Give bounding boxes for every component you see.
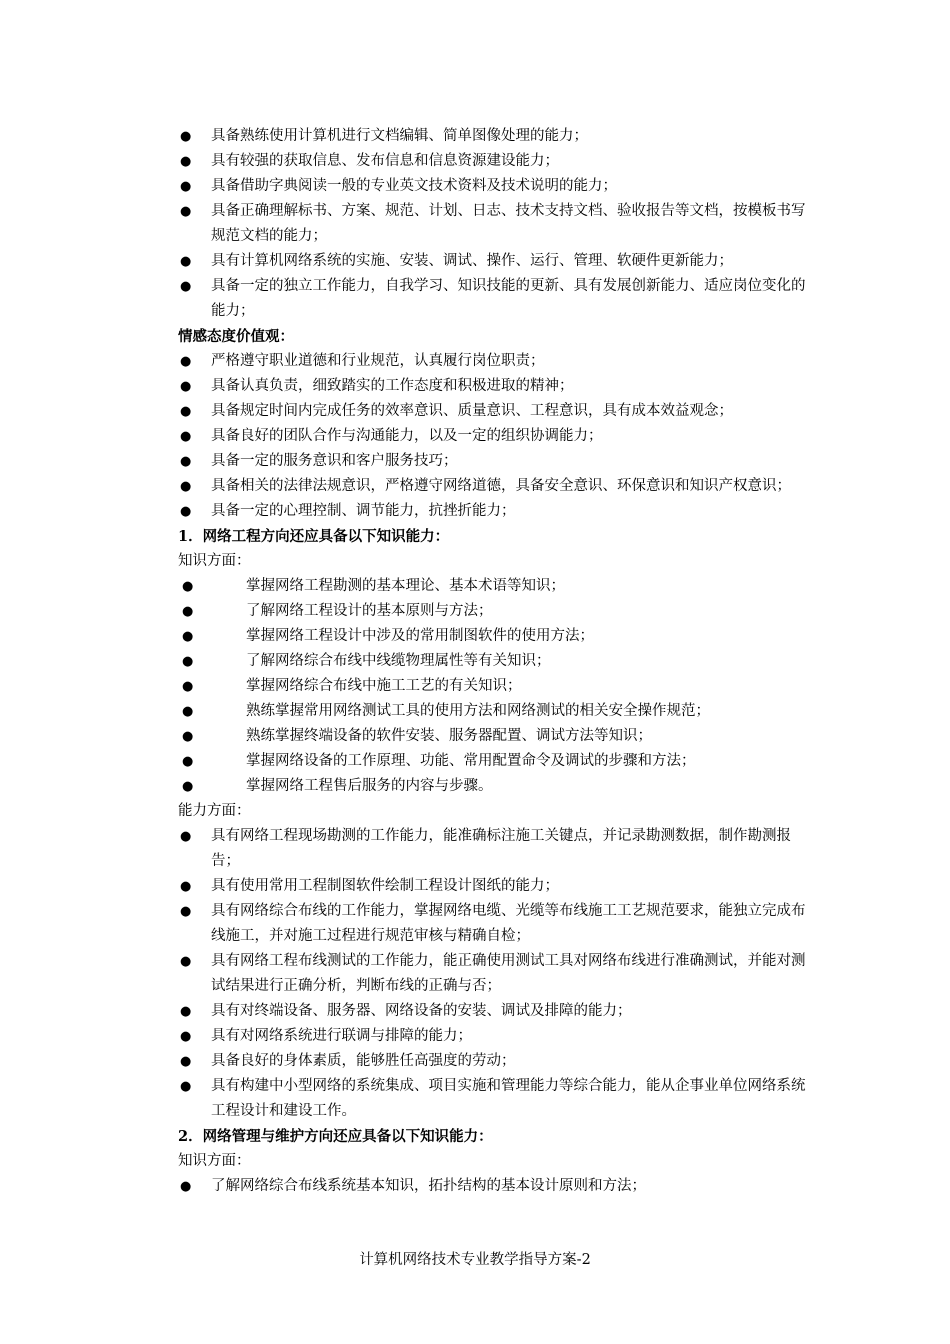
list-item: ● 具有使用常用工程制图软件绘制工程设计图纸的能力； (178, 874, 808, 899)
bullet-icon: ● (180, 1004, 192, 1019)
list-item: ● 掌握网络工程勘测的基本理论、基本术语等知识； (178, 574, 808, 599)
bullet-icon: ● (180, 504, 192, 519)
bullet-icon: ● (180, 1054, 192, 1069)
bullet-icon: ● (180, 454, 192, 469)
list-item: ● 具备一定的心理控制、调节能力，抗挫折能力； (178, 499, 808, 524)
list-item: ● 具备良好的身体素质，能够胜任高强度的劳动； (178, 1049, 808, 1074)
list-item: ● 具有网络综合布线的工作能力，掌握网络电缆、光缆等布线施工工艺规范要求，能独立完成布线施工，并对施工过程进行规范审核与精确自检； (178, 899, 808, 949)
list-item: ● 具有对终端设备、服务器、网络设备的安装、调试及排障的能力； (178, 999, 808, 1024)
list-item: ● 具备借助字典阅读一般的专业英文技术资料及技术说明的能力； (178, 174, 808, 199)
bullet-icon: ● (180, 279, 192, 294)
bullet-icon: ● (180, 204, 192, 219)
bullet-icon: ● (180, 429, 192, 444)
list-item: ● 具备熟练使用计算机进行文档编辑、简单图像处理的能力； (178, 124, 808, 149)
bullet-icon: ● (182, 679, 194, 694)
intro-list (178, 124, 808, 324)
bullet-icon: ● (182, 729, 194, 744)
bullet-icon: ● (180, 179, 192, 194)
bullet-icon: ● (182, 779, 194, 794)
bullet-icon: ● (180, 129, 192, 144)
list-item: ● 具有计算机网络系统的实施、安装、调试、操作、运行、管理、软硬件更新能力； (178, 249, 808, 274)
bullet-icon: ● (182, 704, 194, 719)
list-item: ● 具有网络工程布线测试的工作能力，能正确使用测试工具对网络布线进行准确测试，并能对测试结果进行正确分析，判断布线的正确与否； (178, 949, 808, 999)
bullet-icon: ● (182, 654, 194, 669)
list-item: ● 掌握网络综合布线中施工工艺的有关知识； (178, 674, 808, 699)
list-item: ● 了解网络工程设计的基本原则与方法； (178, 599, 808, 624)
section1-knowledge-label: 知识方面： (178, 553, 251, 569)
page-content (178, 124, 808, 1199)
bullet-icon: ● (180, 254, 192, 269)
list-item: ● 具备一定的服务意识和客户服务技巧； (178, 449, 808, 474)
bullet-icon: ● (180, 954, 192, 969)
bullet-icon: ● (180, 1179, 192, 1194)
section2-knowledge-list (178, 1174, 808, 1199)
attitude-heading: 情感态度价值观： (178, 328, 294, 345)
list-item: ● 具备规定时间内完成任务的效率意识、质量意识、工程意识，具有成本效益观念； (178, 399, 808, 424)
attitude-list (178, 349, 808, 524)
bullet-icon: ● (180, 904, 192, 919)
bullet-icon: ● (180, 879, 192, 894)
bullet-icon: ● (182, 579, 194, 594)
list-item: ● 具备认真负责，细致踏实的工作态度和积极进取的精神； (178, 374, 808, 399)
list-item: ● 具备相关的法律法规意识，严格遵守网络道德，具备安全意识、环保意识和知识产权意识； (178, 474, 808, 499)
list-item: ● 具有网络工程现场勘测的工作能力，能准确标注施工关键点，并记录勘测数据，制作勘测报告； (178, 824, 808, 874)
list-item: ● 具备一定的独立工作能力，自我学习、知识技能的更新、具有发展创新能力、适应岗位变化的能力； (178, 274, 808, 324)
section1-knowledge-list (178, 574, 808, 799)
section1-ability-list (178, 824, 808, 1124)
list-item: ● 具备良好的团队合作与沟通能力，以及一定的组织协调能力； (178, 424, 808, 449)
bullet-icon: ● (180, 154, 192, 169)
bullet-icon: ● (180, 379, 192, 394)
list-item: ● 熟练掌握常用网络测试工具的使用方法和网络测试的相关安全操作规范； (178, 699, 808, 724)
list-item: ● 掌握网络设备的工作原理、功能、常用配置命令及调试的步骤和方法； (178, 749, 808, 774)
bullet-icon: ● (182, 604, 194, 619)
section2-heading: 2．网络管理与维护方向还应具备以下知识能力： (178, 1128, 493, 1145)
bullet-icon: ● (180, 829, 192, 844)
bullet-icon: ● (182, 629, 194, 644)
list-item: ● 具有较强的获取信息、发布信息和信息资源建设能力； (178, 149, 808, 174)
bullet-icon: ● (180, 1079, 192, 1094)
bullet-icon: ● (182, 754, 194, 769)
bullet-icon: ● (180, 479, 192, 494)
section2-knowledge-label: 知识方面： (178, 1153, 251, 1169)
list-item: ● 具有对网络系统进行联调与排障的能力； (178, 1024, 808, 1049)
page-footer: 计算机网络技术专业教学指导方案-2 (359, 1252, 591, 1268)
section1-ability-label: 能力方面： (178, 803, 251, 819)
list-item: ● 严格遵守职业道德和行业规范，认真履行岗位职责； (178, 349, 808, 374)
section1-heading: 1．网络工程方向还应具备以下知识能力： (178, 528, 450, 545)
bullet-icon: ● (180, 1029, 192, 1044)
list-item: ● 掌握网络工程售后服务的内容与步骤。 (178, 774, 808, 799)
list-item: ● 掌握网络工程设计中涉及的常用制图软件的使用方法； (178, 624, 808, 649)
bullet-icon: ● (180, 354, 192, 369)
list-item: ● 了解网络综合布线中线缆物理属性等有关知识； (178, 649, 808, 674)
bullet-icon: ● (180, 404, 192, 419)
list-item: ● 了解网络综合布线系统基本知识，拓扑结构的基本设计原则和方法； (178, 1174, 808, 1199)
list-item: ● 具有构建中小型网络的系统集成、项目实施和管理能力等综合能力，能从企事业单位网络系统工程设计和建设工作。 (178, 1074, 808, 1124)
list-item: ● 熟练掌握终端设备的软件安装、服务器配置、调试方法等知识； (178, 724, 808, 749)
list-item: ● 具备正确理解标书、方案、规范、计划、日志、技术支持文档、验收报告等文档，按模板书写规范文档的能力； (178, 199, 808, 249)
